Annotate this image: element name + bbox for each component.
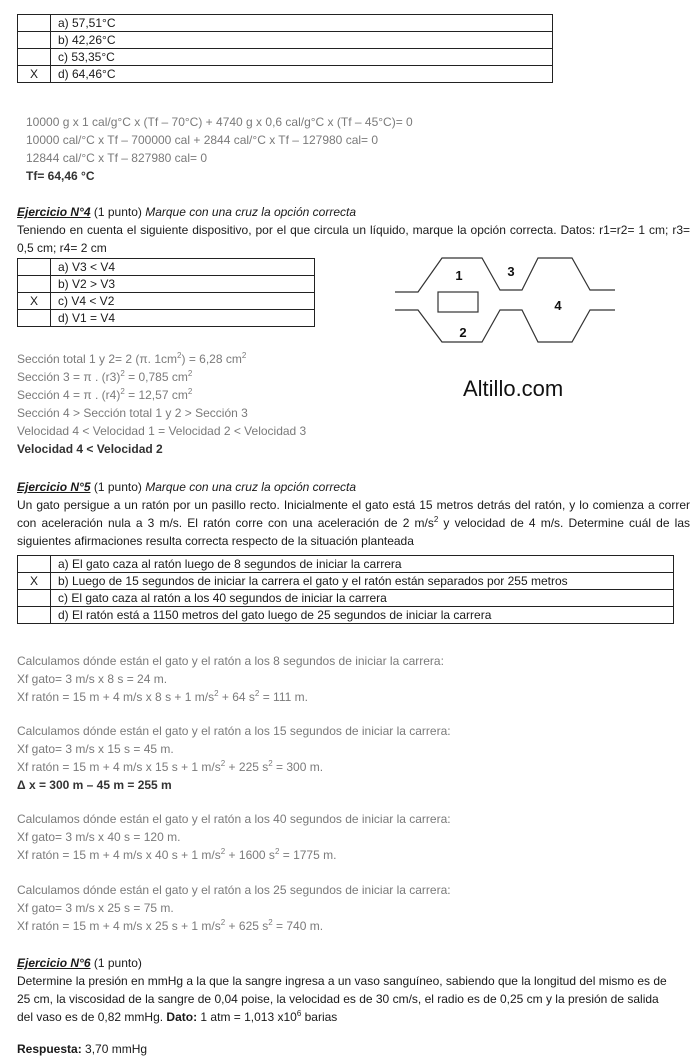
table-row [18, 15, 553, 32]
pipe-divider [438, 292, 478, 312]
q4-title: Ejercicio N°4 [17, 205, 91, 219]
q3-calc: 10000 g x 1 cal/g°C x (Tf – 70°C) + 4740 g x 0,6 cal/g°C x (Tf – 45°C)= 0 10000 cal/°C x Tf – 700000 cal + 2844 cal/°C x Tf – 127980 cal= 0 12844 cal/°C x Tf – 827980 cal= 0 Tf= 64,46 °C [26, 115, 413, 183]
q4-statement: Teniendo en cuenta el siguiente dispositivo, por el que circula un líquido, marque la opción correcta. Datos: r1=r2= 1 cm; r3= 0,5 cm; r4= 2 cm [17, 223, 690, 255]
q5-statement: Un gato persigue a un ratón por un pasillo recto. Inicialmente el gato está 15 metros detrás del ratón, y lo comienza a correr con aceleración nula a 3 m/s. El ratón corre con una aceleración de 2 $m/s^2$ y velocidad de 4 m/s. Determine cuál de las siguientes afirmaciones resulta correcta respecto de la situación planteada [17, 498, 691, 548]
option-d: d) 64,46°C [51, 66, 553, 83]
table-row [18, 556, 674, 573]
q5-options-table [17, 555, 674, 624]
q6-statement: Determine la presión en mmHg a la que la sangre ingresa a un vaso sanguíneo, sabiendo que la longitud del mismo es de 25 cm, la viscosidad de la sangre de 0,04 poise, la velocidad es de 30 cm/s, el radio es de 0,25 cm y la presión de salida del vaso es de 0,82 mmHg. Dato: 1 atm = 1,013 $x10^6$ barias [17, 974, 667, 1024]
q6-answer: Respuesta: 3,70 mmHg [17, 1042, 148, 1056]
q5-block-40s: Calculamos dónde están el gato y el ratón a los 40 segundos de iniciar la carrera: Xf gato= 3 m/s x 40 s = 120 m. Xf ratón = 15 m + 4 m/s x 40 s + 1 $m/s^2 + 1600$ $s^2 = 1775$ m. [17, 812, 451, 862]
q6-title: Ejercicio N°6 [17, 956, 91, 970]
q5-block-25s: Calculamos dónde están el gato y el ratón a los 25 segundos de iniciar la carrera: Xf gato= 3 m/s x 25 s = 75 m. Xf ratón = 15 m + 4 m/s x 25 s + 1 $m/s^2 + 625$ $s^2 = 740$ m. [17, 883, 451, 933]
watermark: Altillo.com [463, 376, 564, 401]
pipe-diagram [390, 250, 620, 350]
label-2: 2 [459, 325, 467, 340]
option-d: d) V1 = V4 [51, 310, 315, 327]
table-row [18, 590, 674, 607]
q3-result: Tf= 64,46 °C [26, 169, 95, 183]
table-row [18, 310, 315, 327]
q6-heading: Ejercicio N°6 (1 punto) [17, 956, 142, 970]
q4-result: Velocidad 4 < Velocidad 2 [17, 442, 163, 456]
table-row [18, 259, 315, 276]
q3-options-table [17, 14, 553, 83]
option-b: b) 42,26°C [51, 32, 553, 49]
table-row [18, 32, 553, 49]
q4-heading: Ejercicio N°4 (1 punto) Marque con una cruz la opción correcta [17, 205, 356, 219]
option-c: c) 53,35°C [51, 49, 553, 66]
q5-heading: Ejercicio N°5 (1 punto) Marque con una cruz la opción correcta [17, 480, 356, 494]
option-a: a) El gato caza al ratón luego de 8 segundos de iniciar la carrera [51, 556, 674, 573]
label-4: 4 [554, 298, 562, 313]
table-row: X b) Luego de 15 segundos de iniciar la carrera el gato y el ratón están separados por 255 metros [18, 573, 674, 590]
option-c: c) V4 < V2 [51, 293, 315, 310]
table-row [18, 607, 674, 624]
q4-calc: Sección total 1 y 2= 2 (π. $1cm^2) = 6,28$ $cm^2$ Sección 3 = π . $(r3)^2 = 0,785$ $cm^2$ Sección 4 = π . $(r4)^2 = 12,57$ $cm^2$ Sección 4 > Sección total 1 y 2 > Sección 3 Velocidad 4 < Velocidad 1 = Velocidad 2 < Velocidad 3 Velocidad 4 < Velocidad 2 [17, 351, 307, 456]
option-b: b) V2 > V3 [51, 276, 315, 293]
q5-title: Ejercicio N°5 [17, 480, 91, 494]
label-3: 3 [507, 264, 515, 279]
table-row [18, 276, 315, 293]
table-row: X d) 64,46°C [18, 66, 553, 83]
pipe-top-wall [395, 258, 615, 292]
option-a: a) 57,51°C [51, 15, 553, 32]
option-b: b) Luego de 15 segundos de iniciar la carrera el gato y el ratón están separados por 255 metros [51, 573, 674, 590]
table-row: X c) V4 < V2 [18, 293, 315, 310]
q5-block-8s: Calculamos dónde están el gato y el ratón a los 8 segundos de iniciar la carrera: Xf gato= 3 m/s x 8 s = 24 m. Xf ratón = 15 m + 4 m/s x 8 s + 1 $m/s^2 + 64$ $s^2 = 111$ m. [17, 654, 444, 704]
q5-delta: Δ x = 300 m – 45 m = 255 m [17, 778, 172, 792]
option-d: d) El ratón está a 1150 metros del gato luego de 25 segundos de iniciar la carrera [51, 607, 674, 624]
q4-options-table [17, 258, 315, 327]
pipe-bottom-wall [395, 310, 615, 342]
label-1: 1 [455, 268, 463, 283]
option-a: a) V3 < V4 [51, 259, 315, 276]
table-row [18, 49, 553, 66]
q5-block-15s: Calculamos dónde están el gato y el ratón a los 15 segundos de iniciar la carrera: Xf gato= 3 m/s x 15 s = 45 m. Xf ratón = 15 m + 4 m/s x 15 s + 1 $m/s^2 + 225$ $s^2 = 300$ m. Δ x = 300 m – 45 m = 255 m [17, 724, 451, 792]
option-c: c) El gato caza al ratón a los 40 segundos de iniciar la carrera [51, 590, 674, 607]
